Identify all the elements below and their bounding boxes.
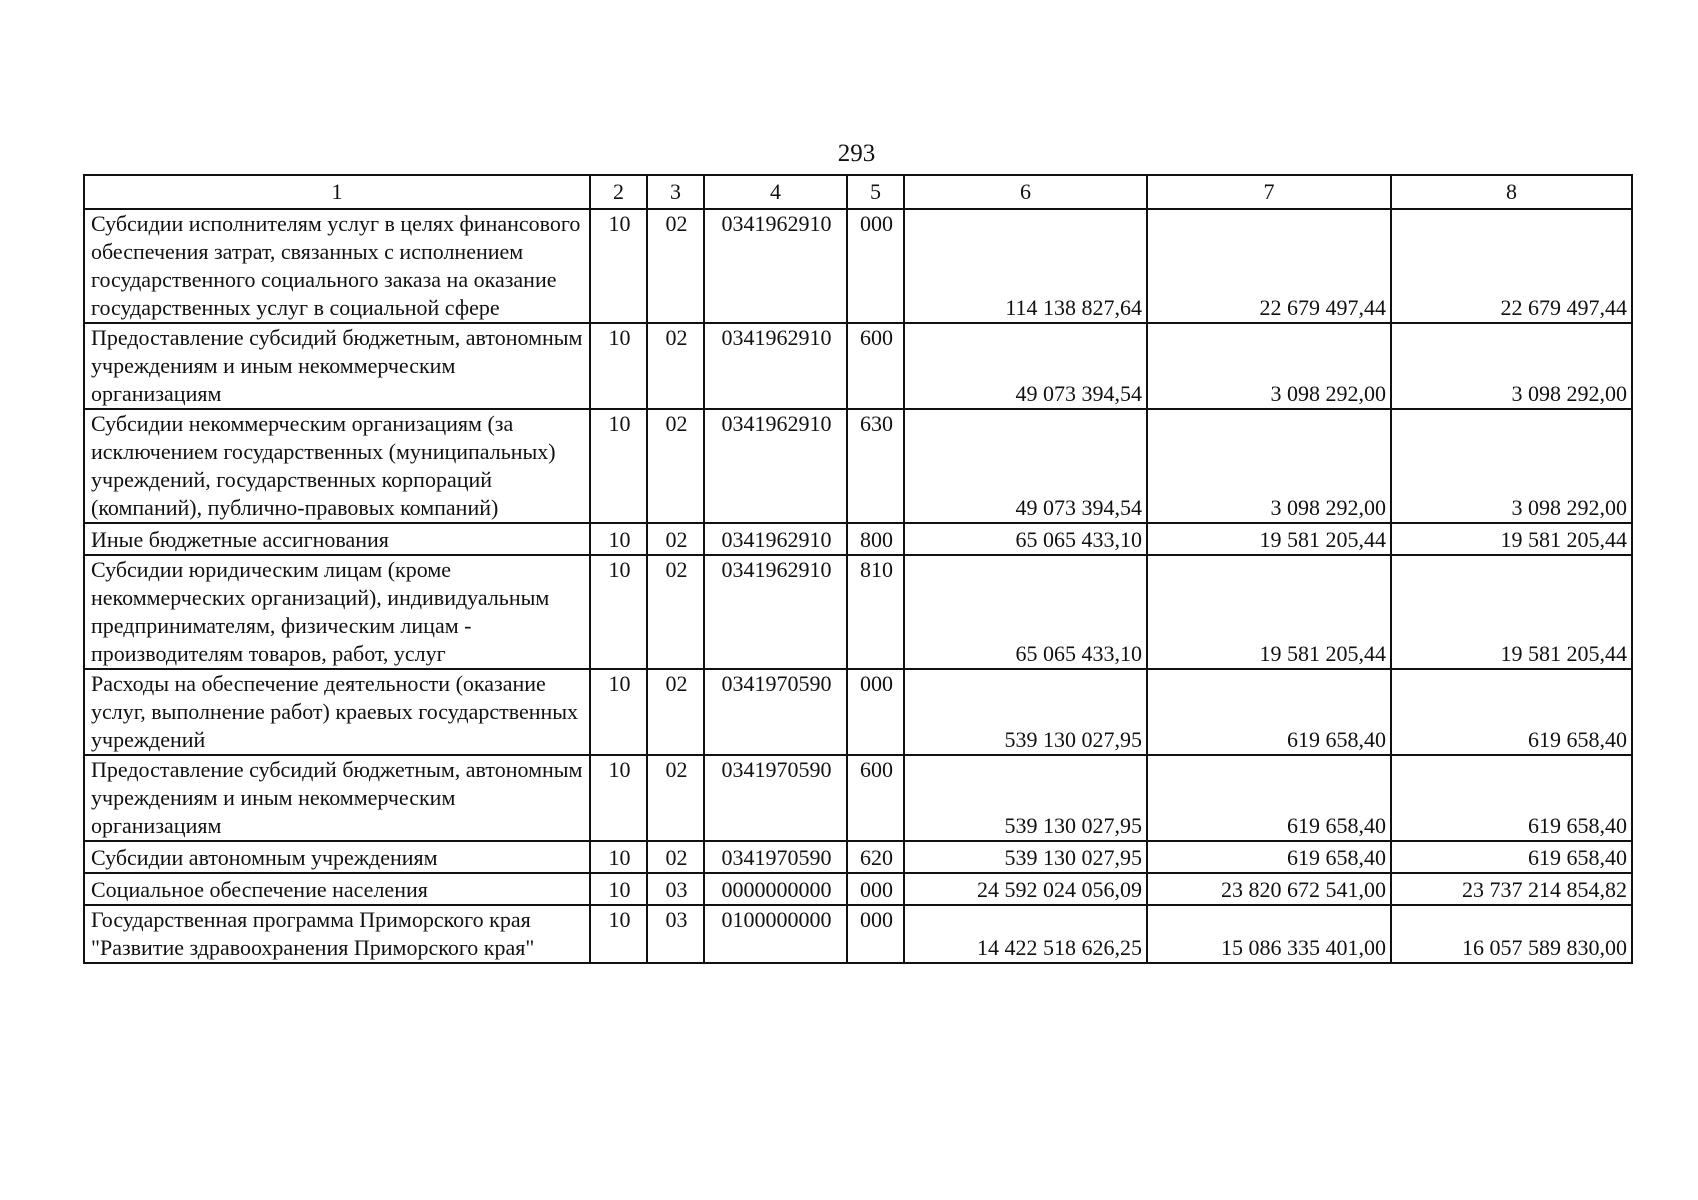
row-section: 10: [590, 873, 647, 905]
table-row: [84, 905, 1632, 963]
row-amount-col8: 619 658,40: [1391, 755, 1632, 841]
row-expense-type: 000: [847, 905, 904, 963]
row-section: 10: [590, 755, 647, 841]
row-amount-col6: 65 065 433,10: [904, 523, 1147, 555]
table-row: [84, 669, 1632, 755]
row-name: Предоставление субсидий бюджетным, автономным учреждениям и иным некоммерческим организациям: [84, 755, 590, 841]
table-row: [84, 841, 1632, 873]
row-amount-col6: 539 130 027,95: [904, 841, 1147, 873]
row-subsection: 02: [647, 841, 704, 873]
row-expense-type: 810: [847, 555, 904, 669]
row-expense-type: 000: [847, 209, 904, 323]
row-expense-type: 600: [847, 755, 904, 841]
row-name: Субсидии некоммерческим организациям (за исключением государственных (муниципальных) учреждений, государственных корпораций (компаний), публично-правовых компаний): [84, 409, 590, 523]
row-target-article: 0100000000: [704, 905, 847, 963]
header-col-5: 5: [847, 175, 904, 209]
row-subsection: 02: [647, 323, 704, 409]
table-row: [84, 409, 1632, 523]
row-target-article: 0341962910: [704, 523, 847, 555]
header-row: [84, 175, 1632, 209]
row-subsection: 02: [647, 555, 704, 669]
row-amount-col7: 3 098 292,00: [1147, 409, 1391, 523]
row-subsection: 02: [647, 669, 704, 755]
row-target-article: 0341962910: [704, 409, 847, 523]
row-section: 10: [590, 409, 647, 523]
row-amount-col7: 15 086 335 401,00: [1147, 905, 1391, 963]
row-target-article: 0341970590: [704, 755, 847, 841]
table-row: [84, 755, 1632, 841]
row-subsection: 02: [647, 755, 704, 841]
row-amount-col6: 49 073 394,54: [904, 409, 1147, 523]
row-amount-col6: 49 073 394,54: [904, 323, 1147, 409]
table-row: [84, 873, 1632, 905]
row-amount-col8: 16 057 589 830,00: [1391, 905, 1632, 963]
row-amount-col8: 3 098 292,00: [1391, 409, 1632, 523]
row-amount-col7: 619 658,40: [1147, 755, 1391, 841]
row-amount-col8: 3 098 292,00: [1391, 323, 1632, 409]
row-amount-col8: 619 658,40: [1391, 841, 1632, 873]
table-row: [84, 209, 1632, 323]
page-number: 293: [837, 140, 876, 167]
header-col-3: 3: [647, 175, 704, 209]
row-amount-col6: 539 130 027,95: [904, 669, 1147, 755]
row-name: Расходы на обеспечение деятельности (оказание услуг, выполнение работ) краевых государственных учреждений: [84, 669, 590, 755]
row-name: Предоставление субсидий бюджетным, автономным учреждениям и иным некоммерческим организациям: [84, 323, 590, 409]
row-expense-type: 630: [847, 409, 904, 523]
row-target-article: 0341970590: [704, 841, 847, 873]
row-amount-col8: 619 658,40: [1391, 669, 1632, 755]
row-section: 10: [590, 209, 647, 323]
row-target-article: 0000000000: [704, 873, 847, 905]
row-subsection: 02: [647, 409, 704, 523]
row-section: 10: [590, 523, 647, 555]
row-name: Субсидии исполнителям услуг в целях финансового обеспечения затрат, связанных с исполнением государственного социального заказа на оказание государственных услуг в социальной сфере: [84, 209, 590, 323]
row-amount-col6: 114 138 827,64: [904, 209, 1147, 323]
row-amount-col8: 19 581 205,44: [1391, 523, 1632, 555]
row-expense-type: 000: [847, 669, 904, 755]
row-target-article: 0341962910: [704, 555, 847, 669]
row-subsection: 02: [647, 209, 704, 323]
budget-table: [83, 174, 1633, 964]
row-name: Субсидии автономным учреждениям: [84, 841, 590, 873]
row-subsection: 02: [647, 523, 704, 555]
header-col-1: 1: [84, 175, 590, 209]
row-amount-col8: 19 581 205,44: [1391, 555, 1632, 669]
row-target-article: 0341962910: [704, 209, 847, 323]
row-amount-col7: 3 098 292,00: [1147, 323, 1391, 409]
header-col-6: 6: [904, 175, 1147, 209]
table-row: [84, 323, 1632, 409]
header-col-7: 7: [1147, 175, 1391, 209]
row-amount-col8: 22 679 497,44: [1391, 209, 1632, 323]
row-section: 10: [590, 841, 647, 873]
table-row: [84, 523, 1632, 555]
row-amount-col6: 539 130 027,95: [904, 755, 1147, 841]
row-subsection: 03: [647, 905, 704, 963]
row-name: Государственная программа Приморского края "Развитие здравоохранения Приморского края": [84, 905, 590, 963]
row-expense-type: 600: [847, 323, 904, 409]
row-amount-col6: 14 422 518 626,25: [904, 905, 1147, 963]
row-target-article: 0341962910: [704, 323, 847, 409]
row-expense-type: 800: [847, 523, 904, 555]
row-amount-col7: 619 658,40: [1147, 841, 1391, 873]
row-section: 10: [590, 555, 647, 669]
row-section: 10: [590, 323, 647, 409]
row-amount-col7: 19 581 205,44: [1147, 555, 1391, 669]
row-subsection: 03: [647, 873, 704, 905]
table-row: [84, 555, 1632, 669]
row-section: 10: [590, 669, 647, 755]
row-amount-col7: 619 658,40: [1147, 669, 1391, 755]
row-expense-type: 620: [847, 841, 904, 873]
row-amount-col7: 23 820 672 541,00: [1147, 873, 1391, 905]
row-amount-col7: 19 581 205,44: [1147, 523, 1391, 555]
row-expense-type: 000: [847, 873, 904, 905]
row-name: Субсидии юридическим лицам (кроме некоммерческих организаций), индивидуальным предпринимателям, физическим лицам - производителям товаров, работ, услуг: [84, 555, 590, 669]
row-target-article: 0341970590: [704, 669, 847, 755]
row-amount-col8: 23 737 214 854,82: [1391, 873, 1632, 905]
header-col-8: 8: [1391, 175, 1632, 209]
header-col-2: 2: [590, 175, 647, 209]
row-amount-col7: 22 679 497,44: [1147, 209, 1391, 323]
row-amount-col6: 65 065 433,10: [904, 555, 1147, 669]
header-col-4: 4: [704, 175, 847, 209]
row-name: Социальное обеспечение населения: [84, 873, 590, 905]
row-section: 10: [590, 905, 647, 963]
row-name: Иные бюджетные ассигнования: [84, 523, 590, 555]
row-amount-col6: 24 592 024 056,09: [904, 873, 1147, 905]
